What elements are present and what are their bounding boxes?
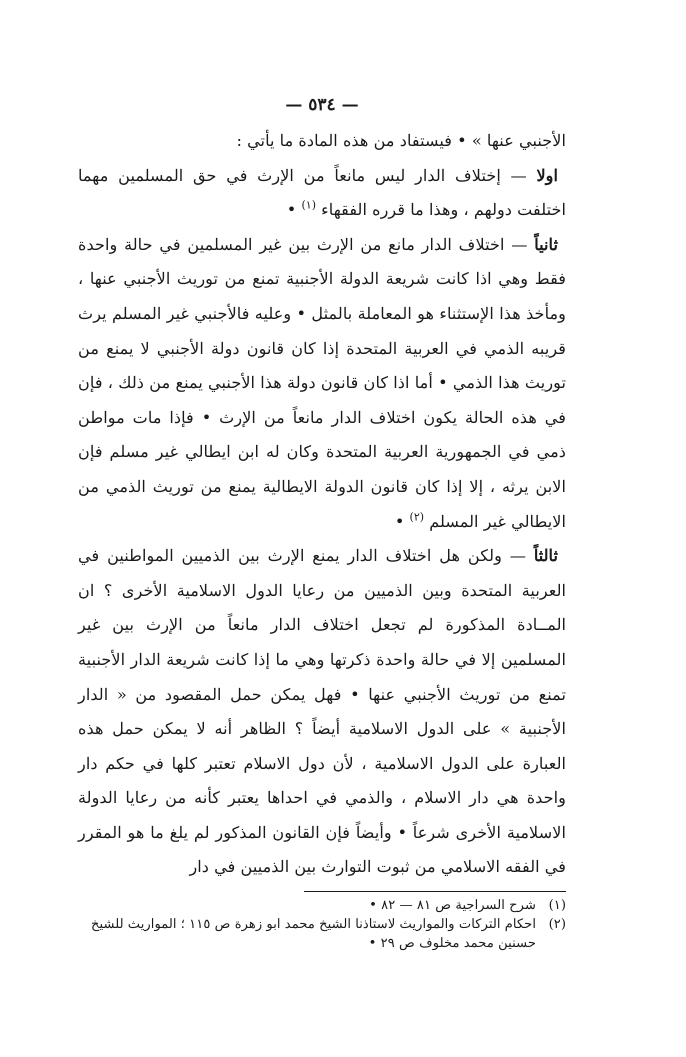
footnote-text: شرح السراجية ص ٨١ — ٨٢ •: [369, 898, 536, 914]
footnotes: [78, 896, 566, 953]
text-third: — ولكن هل اختلاف الدار يمنع الإرث بين الذميين المواطنين في العربية المتحدة وبين الذميين من رعايا الدول الاسلامية الأخرى ؟ ان المــادة المذكورة لم تجعل اختلاف الدار مانعاً من الإرث بين غير المسلمين إلا في حالة واحدة ذكرتها وهي ما إذا كانت شريعة الدار الأجنبية تمنع من توريث الأجنبي عنها • فهل يمكن حمل المقصود من « الدار الأجنبية » على الدول الاسلامية أيضاً ؟ الظاهر أنه لا يمكن حمل هذه العبارة على الدول الاسلامية ، لأن دول الاسلام تعتبر كلها في حكم دار واحدة هي دار الاسلام ، والذمي في احداها يعتبر كأنه من رعايا الدولة الاسلامية الأخرى شرعاً • وأيضاً فإن القانون المذكور لم يلغ ما هو المقرر في الفقه الاسلامي من ثبوت التوارث بين الذميين في دار: [78, 546, 566, 877]
paragraph-second: [78, 228, 566, 539]
body-text: [78, 124, 566, 885]
footnote-ref-2: (٢): [409, 510, 425, 524]
end-second: •: [394, 511, 410, 531]
footnote-1: [78, 896, 566, 915]
footnote-divider: [304, 891, 566, 892]
intro-paragraph: الأجنبي عنها » • فيستفاد من هذه المادة ما يأتي :: [236, 131, 566, 150]
footnote-ref-1: (١): [301, 198, 316, 212]
paragraph-first: [78, 159, 566, 228]
footnote-number: (١): [548, 898, 566, 914]
footnote-number: (٢): [548, 917, 566, 933]
text-second: — اختلاف الدار مانع من الإرث بين غير المسلمين في حالة واحدة فقط وهي اذا كانت شريعة الدولة الأجنبية تمنع من توريث الأجنبي عنها ، ومأخذ هذا الإستثناء هو المعاملة بالمثل • وعليه فالأجنبي غير المسلم يرث قريبه الذمي في العربية المتحدة إذا كان قانون دولة الأجنبي لا يمنع من توريث هذا الذمي • أما اذا كان قانون دولة هذا الأجنبي يمنع من ذلك ، فإن في هذه الحالة يكون اختلاف الدار مانعاً من الإرث • فإذا مات مواطن ذمي في الجمهورية العربية المتحدة وكان له ابن ايطالي غير مسلم فإن الابن يرثه ، إلا إذا كان قانون الدولة الايطالية يمنع من توريث الذمي من الايطالي غير المسلم: [78, 234, 566, 531]
end-first: •: [286, 200, 302, 220]
label-first: اولا: [536, 165, 558, 185]
label-second: ثانياً: [534, 234, 558, 254]
text-first: — إختلاف الدار ليس مانعاً من الإرث في حق المسلمين مهما اختلفت دولهم ، وهذا ما قرره الفقهاء: [78, 165, 566, 220]
label-third: ثالثاً: [533, 546, 558, 566]
paragraph-third: [78, 539, 566, 885]
footnote-2: [78, 915, 566, 953]
page-number: — ٥٣٤ —: [285, 95, 359, 115]
footnote-text: احكام التركات والمواريث لاستاذنا الشيخ محمد ابو زهرة ص ١١٥ ؛ المواريث للشيخ حسنين محمد مخلوف ص ٢٩ •: [90, 917, 536, 952]
